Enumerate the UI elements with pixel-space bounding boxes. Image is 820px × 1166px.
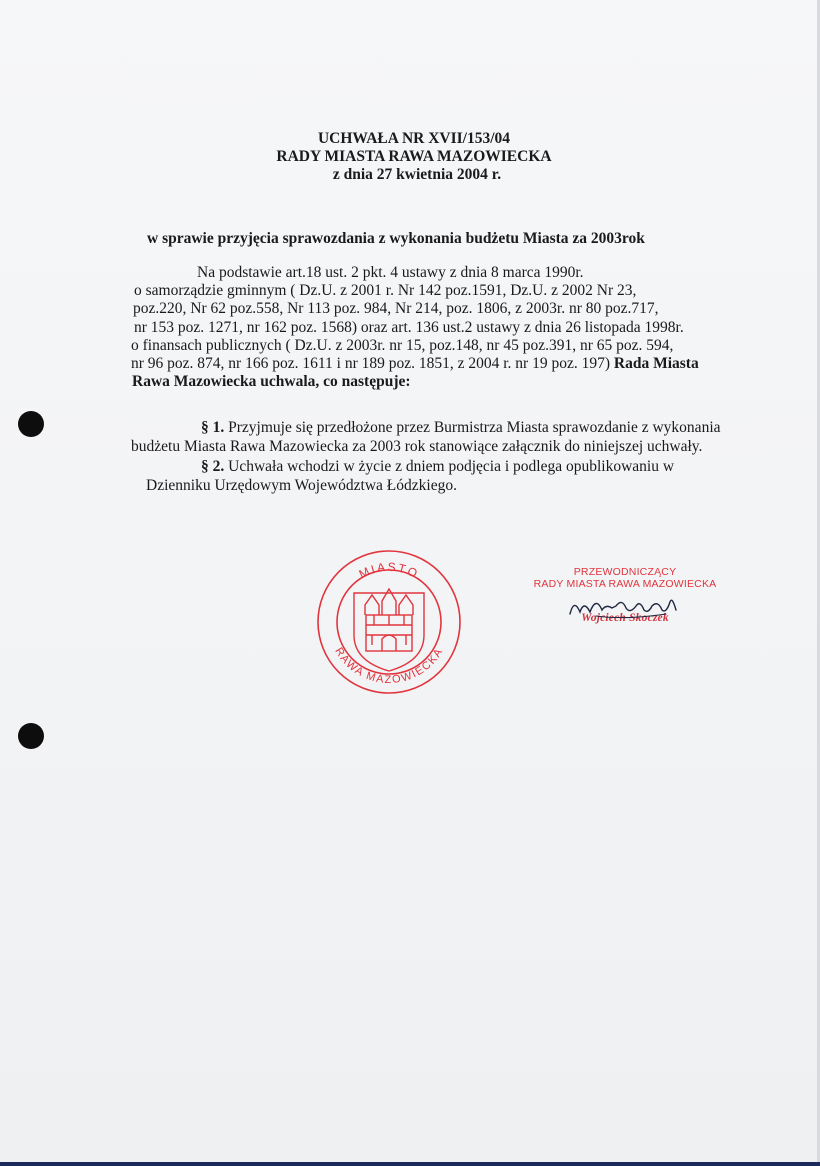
city-seal-stamp [316,549,462,695]
section-1-line: budżetu Miasta Rawa Mazowiecka za 2003 rok stanowiące załącznik do niniejszej uchwały. [131,437,703,455]
council-decides-part2: Rawa Mazowiecka uchwala, co następuje: [132,373,411,391]
page-edge-bottom [0,1162,820,1166]
chairman-title: PRZEWODNICZĄCY [573,566,677,578]
section-1 [131,419,721,456]
section-2-mark: § 2. [201,458,225,475]
legal-basis-citation: nr 96 poz. 874, nr 166 poz. 1611 i nr 189 poz. 1851, z 2004 r. nr 19 poz. 197) [131,355,614,373]
council-title: RADY MIASTA RAWA MAZOWIECKA [533,578,717,590]
legal-basis-line: o samorządzie gminnym ( Dz.U. z 2001 r. Nr 142 poz.1591, Dz.U. z 2002 Nr 23, [134,282,637,300]
resolution-number: UCHWAŁA NR XVII/153/04 [317,130,511,147]
resolution-subject: w sprawie przyjęcia sprawozdania z wykonania budżetu Miasta za 2003rok [147,230,645,247]
section-2-text: Uchwała wchodzi w życie z dniem podjęcia i podlega opublikowaniu w [224,458,675,475]
resolution-header [0,130,820,184]
legal-basis-line [131,355,699,373]
section-1-line [131,419,721,438]
svg-text:MIASTO [357,560,422,582]
section-1-text: Przyjmuje się przedłożone przez Burmistrza Miasta sprawozdanie z wykonania [224,419,721,436]
legal-basis-line: poz.220, Nr 62 poz.558, Nr 113 poz. 984, Nr 214, poz. 1806, z 2003r. nr 80 poz.717, [133,300,659,318]
punch-hole-bottom [18,723,44,749]
punch-hole-top [18,411,44,437]
legal-basis-line: nr 153 poz. 1271, nr 162 poz. 1568) oraz art. 136 ust.2 ustawy z dnia 26 listopada 1998r. [134,318,684,336]
council-decides-part1: Rada Miasta [613,355,699,373]
section-2-line: Dzienniku Urzędowym Województwa Łódzkiego. [146,477,457,494]
legal-basis-line: o finansach publicznych ( Dz.U. z 2003r. nr 15, poz.148, nr 45 poz.391, nr 65 poz. 594, [131,336,674,354]
legal-basis [131,264,699,391]
section-2 [131,457,674,495]
section-2-line [131,457,674,476]
seal-bottom-text: RAWA MAZOWIECKA [332,645,446,687]
section-1-mark: § 1. [201,419,225,436]
council-name: RADY MIASTA RAWA MAZOWIECKA [276,148,552,165]
legal-basis-line: Na podstawie art.18 ust. 2 pkt. 4 ustawy z dnia 8 marca 1990r. [197,264,584,281]
resolution-date: z dnia 27 kwietnia 2004 r. [332,166,502,183]
coat-of-arms-icon [354,589,424,671]
chairman-name: Wojciech Skoczek [581,612,669,624]
handwritten-signature [566,592,686,624]
seal-top-text: MIASTO [356,559,422,582]
